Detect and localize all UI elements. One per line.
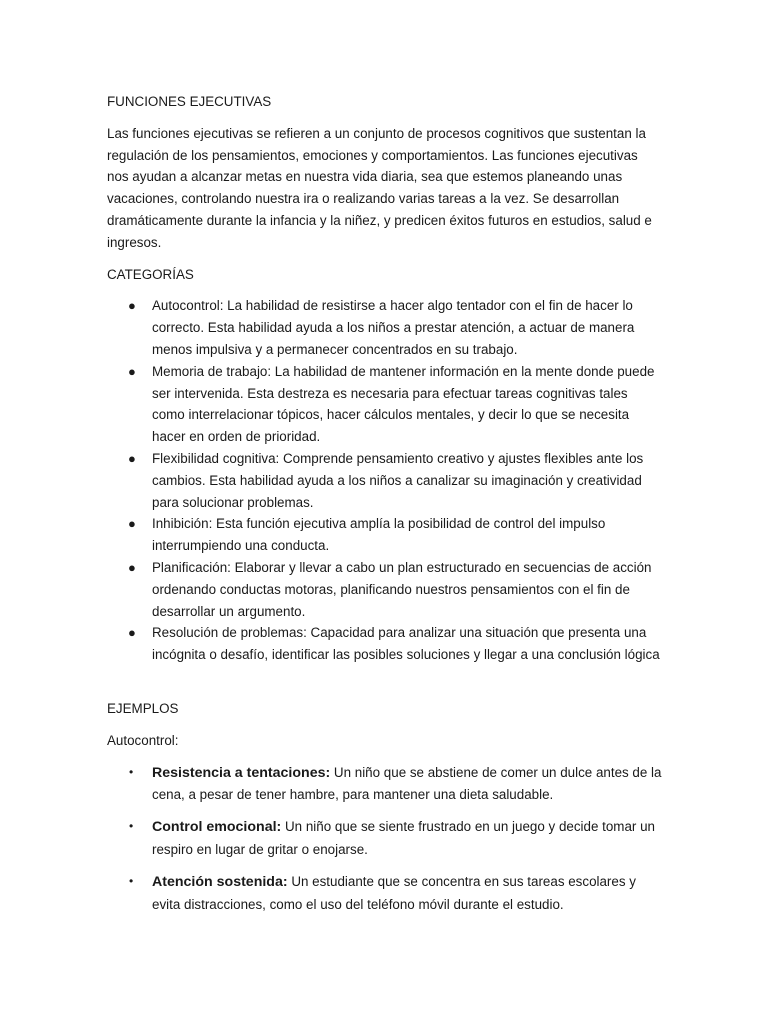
bullet-icon: ● — [128, 363, 136, 379]
document-title: FUNCIONES EJECUTIVAS — [107, 94, 272, 109]
bullet-icon: • — [129, 764, 134, 779]
bullet-icon: • — [129, 873, 134, 888]
intro-paragraph: Las funciones ejecutivas se refieren a un conjunto de procesos cognitivos que sustentan la regulación de los pensamientos, emociones y comportamientos. Las funciones ejecutivas nos ayudan a alcanzar metas en nuestra vida diaria, sea que estemos planeando unas vacaciones, controlando nuestra ira o realizando varias tareas a la vez. Se desarrollan dramáticamente durante la infancia y la niñez, y predicen éxitos futuros en estudios, salud e ingresos. — [107, 125, 652, 250]
example-item — [107, 871, 662, 916]
section-spacer — [107, 666, 662, 698]
bullet-icon: ● — [128, 298, 136, 314]
category-item — [107, 557, 662, 622]
bullet-icon: ● — [128, 450, 136, 466]
document-page — [107, 91, 662, 925]
category-item — [107, 622, 662, 666]
category-text: Autocontrol: La habilidad de resistirse a hacer algo tentador con el fin de hacer lo correcto. Esta habilidad ayuda a los niños a prestar atención, a actuar de manera menos impulsiva y a permanecer concentrados en su trabajo. — [152, 298, 635, 357]
category-text: Resolución de problemas: Capacidad para analizar una situación que presenta una incógnita o desafío, identificar las posibles soluciones y llegar a una conclusión lógica — [152, 625, 660, 663]
category-text: Inhibición: Esta función ejecutiva amplía la posibilidad de control del impulso interrumpiendo una conducta. — [152, 516, 606, 554]
category-item — [107, 448, 662, 513]
example-text: Un niño que se siente frustrado en un juego y decide tomar un respiro en lugar de gritar o enojarse. — [152, 819, 655, 857]
example-item — [107, 762, 662, 807]
example-term: Control emocional: — [152, 819, 282, 836]
example-text: Un estudiante que se concentra en sus tareas escolares y evita distracciones, como el uso del teléfono móvil durante el estudio. — [152, 873, 636, 912]
categories-heading: CATEGORÍAS — [107, 266, 194, 282]
category-item — [107, 361, 662, 448]
category-text: Planificación: Elaborar y llevar a cabo un plan estructurado en secuencias de acción ordenando conductas motoras, planificando nuestros pensamientos con el fin de desarrollar un argumento. — [152, 559, 652, 619]
bullet-icon: ● — [128, 559, 136, 575]
bullet-icon: ● — [128, 625, 136, 641]
examples-heading: EJEMPLOS — [107, 700, 179, 716]
bullet-icon: ● — [128, 516, 136, 532]
examples-subheading: Autocontrol: — [107, 732, 179, 748]
example-term: Resistencia a tentaciones: — [152, 764, 331, 781]
example-item — [107, 816, 662, 861]
category-item — [107, 513, 662, 557]
category-item — [107, 295, 662, 360]
example-term: Atención sostenida: — [152, 873, 288, 890]
examples-list — [107, 762, 662, 916]
bullet-icon: • — [129, 819, 134, 834]
category-text: Flexibilidad cognitiva: Comprende pensamiento creativo y ajustes flexibles ante los cambios. Esta habilidad ayuda a los niños a canalizar su imaginación y creatividad para solucionar problemas. — [152, 450, 644, 510]
example-text: Un niño que se abstiene de comer un dulce antes de la cena, a pesar de tener hambre, para mantener una dieta saludable. — [152, 764, 662, 803]
categories-list — [107, 295, 662, 666]
category-text: Memoria de trabajo: La habilidad de mantener información en la mente donde puede ser intervenida. Esta destreza es necesaria para efectuar tareas cognitivas tales como interrelacionar tópicos, hacer cálculos mentales, y decir lo que se necesita hacer en orden de prioridad. — [152, 363, 655, 445]
